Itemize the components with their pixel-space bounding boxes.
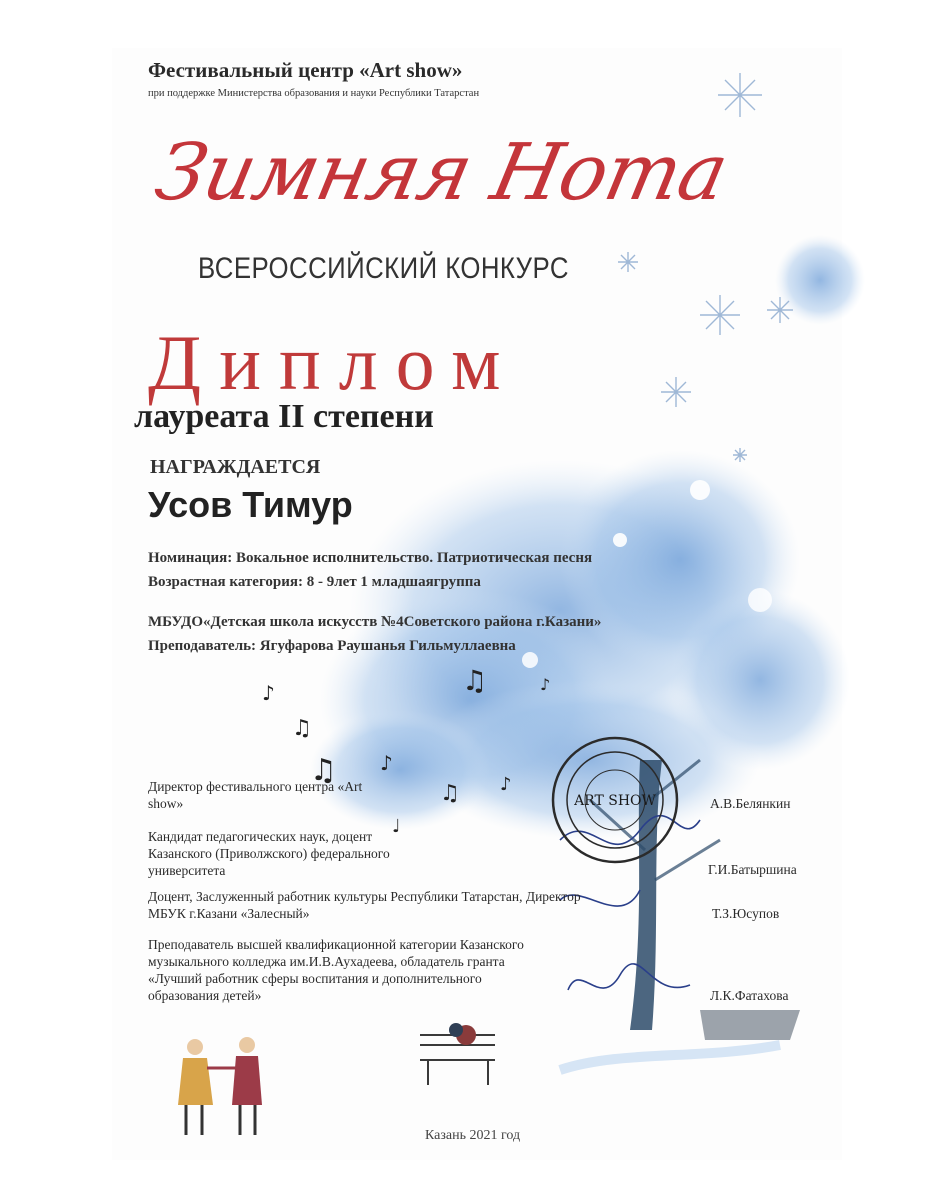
festival-center-title: Фестивальный центр «Art show» — [148, 58, 463, 82]
svg-text:♩: ♩ — [392, 816, 401, 837]
nomination-line: Номинация: Вокальное исполнительство. Патриотическая песня — [148, 550, 593, 566]
signatory-2-name: Г.И.Батыршина — [708, 862, 797, 877]
school-line: МБУДО«Детская школа искусств №4Советского района г.Казани» — [148, 614, 602, 630]
contest-type: ВСЕРОССИЙСКИЙ КОНКУРС — [198, 252, 569, 285]
signatory-4-title: Преподаватель высшей квалификационной категории Казанского музыкального колледжа им.И.В.Аухадеева, обладатель гранта «Лучший работник сферы воспитания и дополнительного образования детей» — [148, 937, 524, 1003]
teacher-line: Преподаватель: Ягуфарова Раушанья Гильмуллаевна — [148, 638, 516, 654]
diploma-title: Диплом — [148, 319, 519, 406]
svg-text:♪: ♪ — [500, 774, 512, 795]
signatory-1-name: А.В.Белянкин — [710, 796, 791, 811]
recipient-name: Усов Тимур — [148, 484, 353, 525]
svg-text:♪: ♪ — [380, 751, 393, 775]
svg-text:♪: ♪ — [540, 675, 551, 694]
ministry-support-line: при поддержке Министерства образования и науки Республики Татарстан — [148, 88, 480, 99]
svg-text:♫: ♫ — [310, 753, 337, 788]
signatory-1-title: Директор фестивального центра «Art show» — [148, 779, 363, 811]
svg-text:ART SHOW: ART SHOW — [574, 793, 656, 809]
signatory-2-title: Кандидат педагогических наук, доцент Казанского (Приволжского) федерального университета — [148, 829, 390, 878]
svg-text:♫: ♫ — [292, 716, 312, 741]
svg-text:♫: ♫ — [440, 781, 460, 806]
laureate-degree: лауреата II степени — [134, 398, 434, 435]
place-year-footer: Казань 2021 год — [425, 1128, 521, 1143]
signatory-3-title: Доцент, Заслуженный работник культуры Республики Татарстан, Директор МБУК г.Казани «Залесный» — [148, 889, 581, 921]
age-category-line: Возрастная категория: 8 - 9лет 1 младшаягруппа — [148, 574, 481, 590]
signatory-3-name: Т.З.Юсупов — [712, 906, 780, 921]
awarded-label: НАГРАЖДАЕТСЯ — [150, 456, 321, 478]
signatory-4-name: Л.К.Фатахова — [710, 988, 789, 1003]
svg-text:♫: ♫ — [462, 664, 488, 697]
svg-text:♪: ♪ — [262, 681, 275, 705]
contest-script-title: Зимняя Нота — [148, 128, 735, 218]
